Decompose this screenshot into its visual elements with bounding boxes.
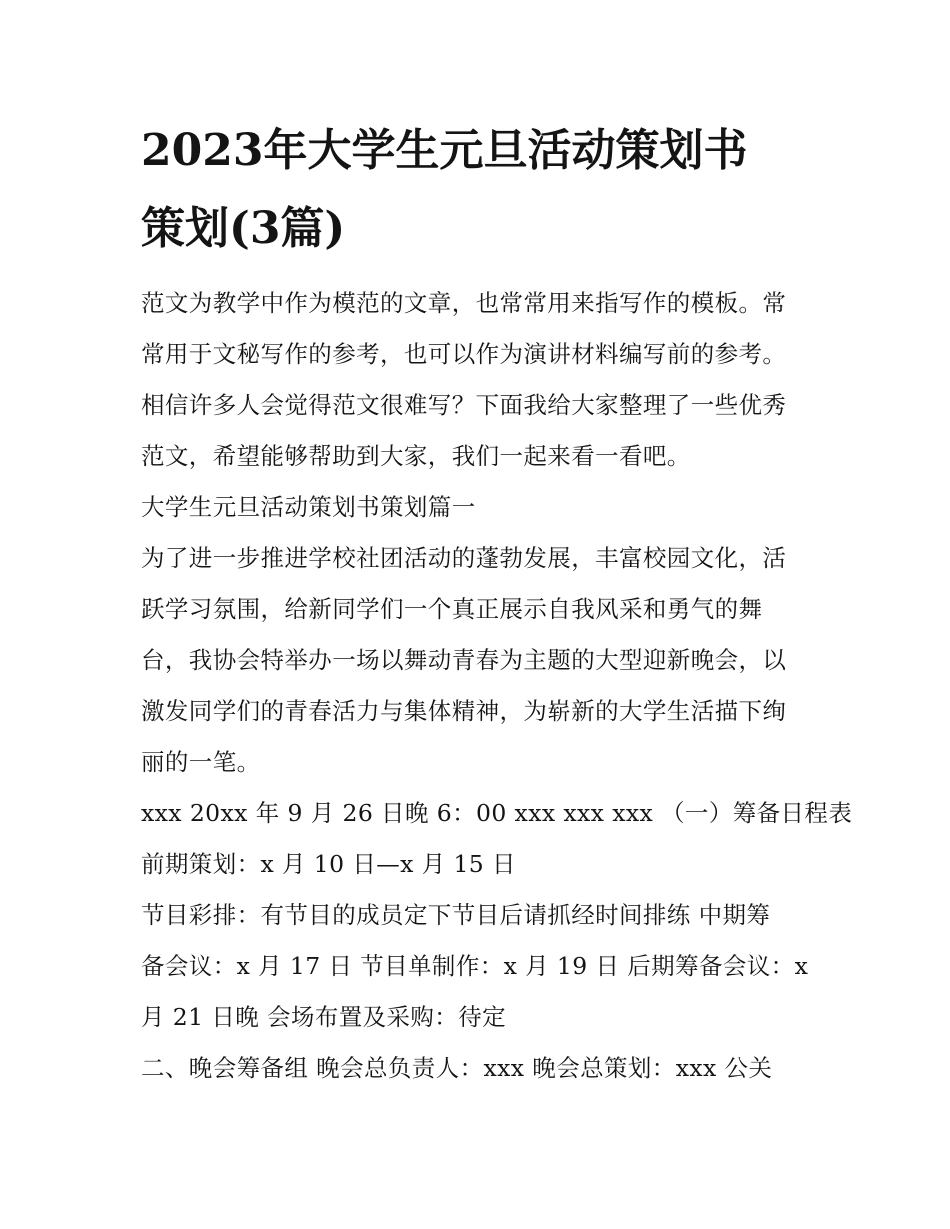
- intro-line-2: 常用于文秘写作的参考，也可以作为演讲材料编写前的参考。: [141, 340, 787, 368]
- schedule-line-3: 节目彩排：有节目的成员定下节目后请抓经时间排练 中期筹: [141, 901, 771, 929]
- schedule-line-1: xxx 20xx 年 9 月 26 日晚 6：00 xxx xxx xxx （一）筹备日程表: [141, 799, 853, 827]
- paragraph-line-1: 为了进一步推进学校社团活动的蓬勃发展，丰富校园文化，活: [141, 544, 787, 572]
- paragraph-line-5: 丽的一笔。: [141, 748, 261, 776]
- intro-line-4: 范文，希望能够帮助到大家，我们一起来看一看吧。: [141, 442, 691, 470]
- intro-line-1: 范文为教学中作为模范的文章，也常常用来指写作的模板。常: [141, 289, 787, 317]
- intro-line-3: 相信许多人会觉得范文很难写？下面我给大家整理了一些优秀: [141, 391, 787, 419]
- team-line-1: 二、晚会筹备组 晚会总负责人：xxx 晚会总策划：xxx 公关: [141, 1054, 773, 1082]
- schedule-line-5: 月 21 日晚 会场布置及采购：待定: [141, 1003, 507, 1031]
- paragraph-line-2: 跃学习氛围，给新同学们一个真正展示自我风采和勇气的舞: [141, 595, 763, 623]
- document-body: [141, 278, 853, 1094]
- schedule-line-2: 前期策划：x 月 10 日—x 月 15 日: [141, 850, 516, 878]
- paragraph-line-4: 激发同学们的青春活力与集体精神，为崭新的大学生活描下绚: [141, 697, 787, 725]
- section-heading: 大学生元旦活动策划书策划篇一: [141, 493, 476, 521]
- schedule-line-4: 备会议：x 月 17 日 节目单制作：x 月 19 日 后期筹备会议：x: [141, 952, 809, 980]
- title-line-1: 2023年大学生元旦活动策划书: [141, 125, 748, 176]
- paragraph-line-3: 台，我协会特举办一场以舞动青春为主题的大型迎新晚会，以: [141, 646, 787, 674]
- title-line-2: 策划(3篇): [141, 203, 346, 254]
- document-title: [141, 112, 821, 268]
